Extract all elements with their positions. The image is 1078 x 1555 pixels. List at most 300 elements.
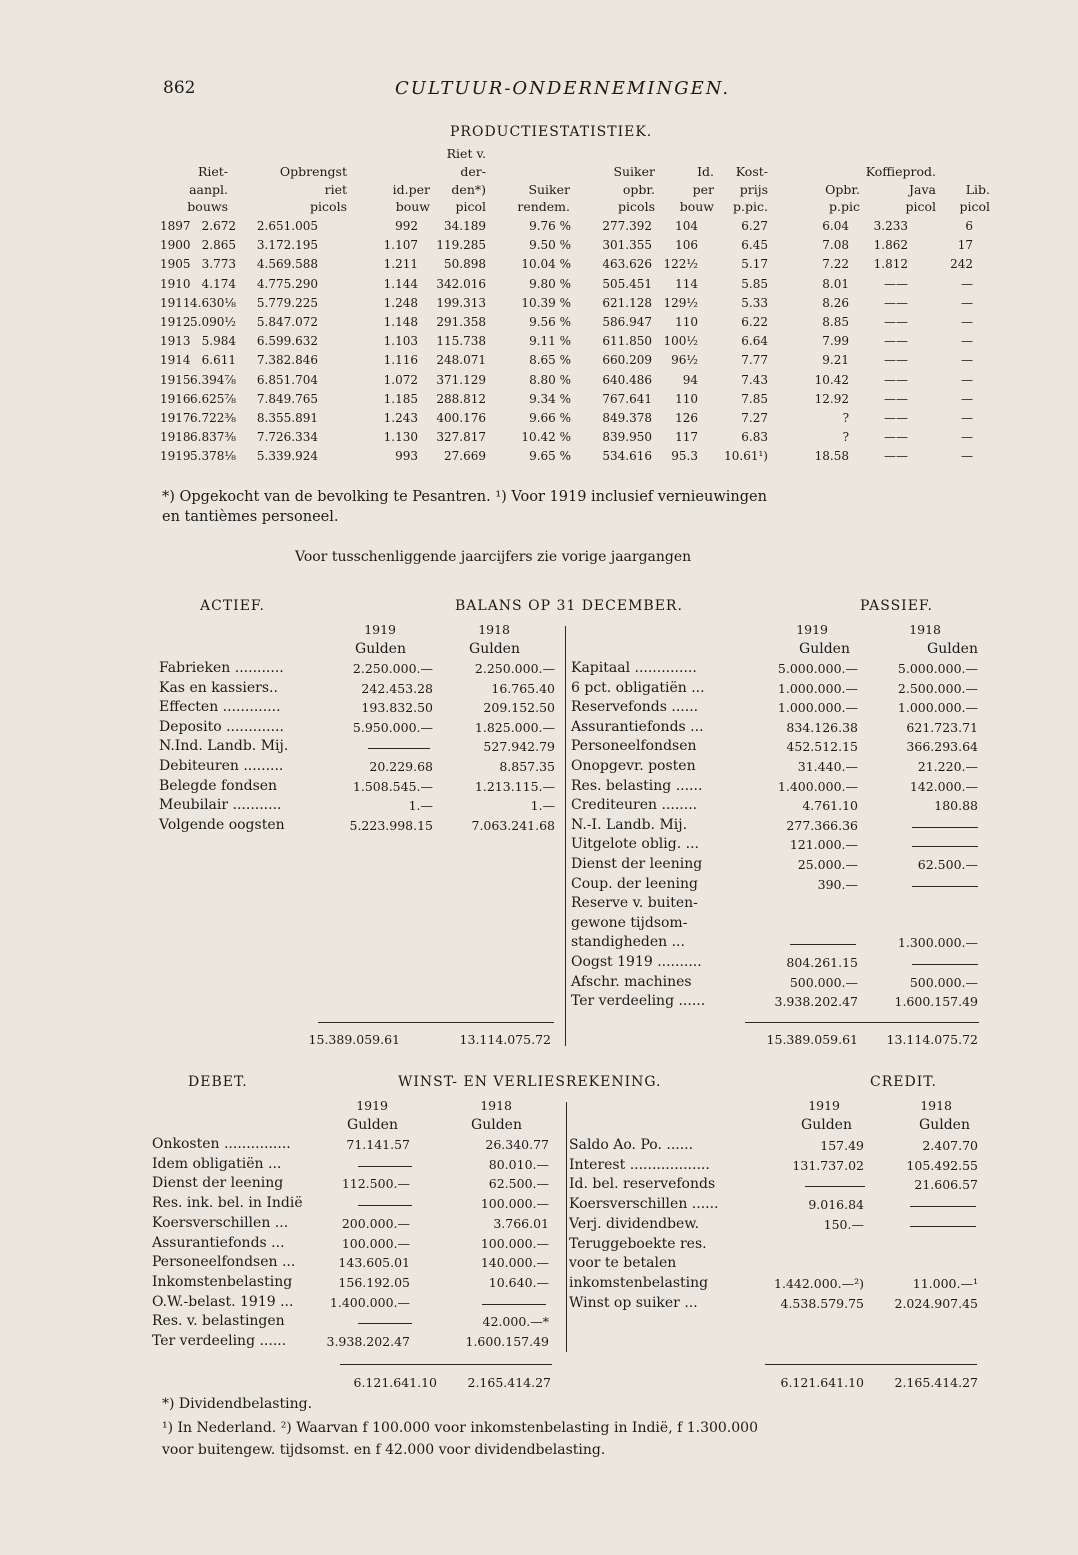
production-header-cell: Opbrengst xyxy=(279,164,347,179)
production-cell: — xyxy=(961,392,973,406)
balance-asset-1919: 5.950.000.— xyxy=(352,720,433,735)
production-cell: 5.847.072 xyxy=(256,315,318,329)
balance-liability-label: standigheden ... xyxy=(571,934,685,950)
production-cell: —— xyxy=(884,373,908,387)
balance-unit-left: Gulden xyxy=(469,641,520,657)
production-cell: 849.378 xyxy=(602,411,652,425)
pl-total-rule-right xyxy=(765,1364,977,1365)
production-cell: 4.569.588 xyxy=(256,257,318,271)
balance-liability-1919: 3.938.202.47 xyxy=(774,994,858,1009)
pl-credit-1918: 21.606.57 xyxy=(914,1177,978,1192)
production-cell: —— xyxy=(884,392,908,406)
balance-asset-label: Volgende oogsten xyxy=(159,817,285,833)
production-header-cell: picol xyxy=(455,199,486,214)
production-header-cell: picols xyxy=(618,199,655,214)
production-header-cell: aanpl. xyxy=(189,182,228,197)
production-cell: —— xyxy=(884,430,908,444)
balance-asset-label: Deposito ............. xyxy=(159,719,284,735)
balance-liability-label: Coup. der leening xyxy=(571,876,698,892)
balance-asset-1919: 193.832.50 xyxy=(361,700,433,715)
balance-asset-label: Kas en kassiers.. xyxy=(159,680,278,696)
production-cell: 1.248 xyxy=(383,296,418,310)
production-year: 1918 xyxy=(160,430,191,444)
production-header-cell: Lib. xyxy=(965,182,990,197)
balance-asset-label: Fabrieken ........... xyxy=(159,660,284,676)
pl-debit-label: Idem obligatiën ... xyxy=(152,1156,282,1172)
production-cell: 9.76 % xyxy=(529,219,571,233)
production-cell: 342.016 xyxy=(436,277,486,291)
balance-total-1918-right: 13.114.075.72 xyxy=(886,1032,978,1047)
pl-credit-1919: 9.016.84 xyxy=(808,1197,864,1212)
production-cell: 126 xyxy=(675,411,698,425)
pl-unit-left: Gulden xyxy=(347,1117,398,1133)
production-cell: 5.339.924 xyxy=(256,449,318,463)
page-number: 862 xyxy=(163,78,196,98)
balance-liability-label: Crediteuren ........ xyxy=(571,797,698,813)
production-cell: —— xyxy=(884,334,908,348)
balance-total-rule-right xyxy=(745,1022,979,1023)
balance-liability-1918: 1.600.157.49 xyxy=(894,994,978,1009)
pl-credit-1919: 157.49 xyxy=(820,1138,864,1153)
pl-debit-1918: 42.000.—* xyxy=(482,1314,549,1329)
pl-credit-1919: 1.442.000.—²) xyxy=(774,1276,864,1291)
balance-liability-label: Dienst der leening xyxy=(571,856,703,872)
production-cell: 611.850 xyxy=(602,334,652,348)
production-cell: 7.726.334 xyxy=(256,430,318,444)
production-cell: 6.722⅜ xyxy=(190,411,236,425)
pl-debit-1919: 3.938.202.47 xyxy=(326,1334,410,1349)
production-cell: —— xyxy=(884,411,908,425)
production-year: 1914 xyxy=(160,353,191,367)
production-cell: — xyxy=(961,277,973,291)
production-cell: 199.313 xyxy=(436,296,486,310)
production-cell: —— xyxy=(884,296,908,310)
production-year: 1897 xyxy=(160,219,191,233)
production-cell: 1.812 xyxy=(873,257,908,271)
production-cell: ? xyxy=(842,411,849,425)
production-cell: — xyxy=(961,373,973,387)
production-cell: 9.50 % xyxy=(529,238,571,252)
production-cell: 7.43 xyxy=(741,373,768,387)
production-cell: 327.817 xyxy=(436,430,486,444)
production-header-cell: Riet- xyxy=(197,164,228,179)
pl-credit-1918: 105.492.55 xyxy=(906,1158,978,1173)
pl-debit-1918-dash xyxy=(482,1304,546,1305)
pl-unit-left: Gulden xyxy=(471,1117,522,1133)
production-header-cell: picol xyxy=(959,199,990,214)
production-cell: 7.849.765 xyxy=(256,392,318,406)
balance-year-1919-right: 1919 xyxy=(796,622,828,637)
production-cell: 6.851.704 xyxy=(256,373,318,387)
production-year: 1910 xyxy=(160,277,191,291)
balance-left-head: ACTIEF. xyxy=(200,598,265,614)
pl-debit-label: Res. v. belastingen xyxy=(152,1313,285,1329)
production-cell: 10.61¹) xyxy=(724,449,768,463)
production-cell: 6.83 xyxy=(741,430,768,444)
pl-debit-1918: 10.640.— xyxy=(488,1275,549,1290)
production-cell: 7.77 xyxy=(741,353,768,367)
production-cell: 115.738 xyxy=(436,334,486,348)
balance-liability-label: Ter verdeeling ...... xyxy=(571,993,706,1009)
production-year: 1900 xyxy=(160,238,191,252)
balance-asset-1919: 242.453.28 xyxy=(361,681,433,696)
production-note-2: en tantièmes personeel. xyxy=(162,509,339,525)
production-cell: 463.626 xyxy=(602,257,652,271)
production-cell: 288.812 xyxy=(436,392,486,406)
pl-debit-1918: 26.340.77 xyxy=(485,1137,549,1152)
pl-debit-1919-dash xyxy=(358,1166,412,1167)
production-cell: 660.209 xyxy=(602,353,652,367)
pl-year-1918-left: 1918 xyxy=(480,1098,512,1113)
production-cell: ? xyxy=(842,430,849,444)
production-header-cell: der- xyxy=(460,164,486,179)
production-cell: 291.358 xyxy=(436,315,486,329)
production-cell: 400.176 xyxy=(436,411,486,425)
pl-debit-1918: 100.000.— xyxy=(480,1196,549,1211)
balance-liability-label: Onopgevr. posten xyxy=(571,758,696,774)
production-cell: 640.486 xyxy=(602,373,652,387)
production-cell: 5.378⅛ xyxy=(190,449,236,463)
production-header-cell: bouw xyxy=(395,199,430,214)
production-header-cell: rendem. xyxy=(517,199,570,214)
production-cell: 6.04 xyxy=(822,219,849,233)
pl-credit-1919: 4.538.579.75 xyxy=(780,1296,864,1311)
production-cell: 10.04 % xyxy=(521,257,571,271)
pl-credit-label: Saldo Ao. Po. ...... xyxy=(569,1137,694,1153)
pl-credit-1919: 131.737.02 xyxy=(792,1158,864,1173)
balance-liability-1919: 500.000.— xyxy=(789,975,858,990)
production-cell: 119.285 xyxy=(436,238,486,252)
production-cell: 7.99 xyxy=(822,334,849,348)
balance-liability-1919: 25.000.— xyxy=(797,857,858,872)
production-cell: 117 xyxy=(675,430,698,444)
pl-credit-label: Interest .................. xyxy=(569,1157,710,1173)
balance-liability-1918: 180.88 xyxy=(934,798,978,813)
production-year: 1905 xyxy=(160,257,191,271)
balance-liability-label: Reserve v. buiten- xyxy=(571,895,698,911)
production-cell: 95.3 xyxy=(671,449,698,463)
production-cell: 1.211 xyxy=(383,257,418,271)
pl-credit-label: Verj. dividendbew. xyxy=(569,1216,700,1232)
balance-liability-1918: 21.220.— xyxy=(917,759,978,774)
balance-liability-1919: 1.400.000.— xyxy=(777,779,858,794)
balance-asset-1918: 1.825.000.— xyxy=(474,720,555,735)
pl-debit-1918: 3.766.01 xyxy=(493,1216,549,1231)
pl-debit-1918: 140.000.— xyxy=(480,1255,549,1270)
production-header-cell: Java xyxy=(909,182,936,197)
production-cell: 7.08 xyxy=(822,238,849,252)
balance-unit-right: Gulden xyxy=(927,641,978,657)
production-cell: 505.451 xyxy=(602,277,652,291)
production-year: 1916 xyxy=(160,392,191,406)
production-header-cell: Opbr. xyxy=(825,182,860,197)
pl-debit-label: Ter verdeeling ...... xyxy=(152,1333,287,1349)
pl-credit-label: Winst op suiker ... xyxy=(569,1295,698,1311)
production-cell: 9.34 % xyxy=(529,392,571,406)
balance-liability-1919: 4.761.10 xyxy=(802,798,858,813)
production-cell: 12.92 xyxy=(814,392,849,406)
production-header-cell: Suiker xyxy=(528,182,570,197)
balance-liability-1919: 804.261.15 xyxy=(786,955,858,970)
balance-asset-label: Meubilair ........... xyxy=(159,797,282,813)
production-header-cell: bouw xyxy=(679,199,714,214)
pl-credit-label: Teruggeboekte res. xyxy=(569,1236,707,1252)
pl-debit-1919: 112.500.— xyxy=(341,1176,410,1191)
balance-liability-label: Uitgelote oblig. ... xyxy=(571,836,699,852)
pl-year-1919-left: 1919 xyxy=(356,1098,388,1113)
pl-debit-1919: 143.605.01 xyxy=(338,1255,410,1270)
pl-credit-label: Id. bel. reservefonds xyxy=(569,1176,716,1192)
balance-year-1918-right: 1918 xyxy=(909,622,941,637)
production-cell: 8.26 xyxy=(822,296,849,310)
production-cell: 96½ xyxy=(671,353,698,367)
balance-liability-1919: 121.000.— xyxy=(789,837,858,852)
balance-divider xyxy=(565,626,566,1046)
pl-year-1919-right: 1919 xyxy=(808,1098,840,1113)
pl-debit-1919-dash xyxy=(358,1323,412,1324)
balance-liability-1918-dash xyxy=(912,846,978,847)
balance-liability-1918: 5.000.000.— xyxy=(897,661,978,676)
production-year: 1917 xyxy=(160,411,191,425)
balance-asset-1919: 2.250.000.— xyxy=(352,661,433,676)
balance-liability-label: gewone tijdsom- xyxy=(571,915,688,931)
balance-asset-label: Effecten ............. xyxy=(159,699,281,715)
balance-asset-1918: 7.063.241.68 xyxy=(471,818,555,833)
production-cell: 34.189 xyxy=(444,219,486,233)
production-cell: 1.072 xyxy=(383,373,418,387)
balance-liability-label: Reservefonds ...... xyxy=(571,699,699,715)
pl-credit-1918-dash xyxy=(910,1226,976,1227)
production-cell: 3.233 xyxy=(873,219,908,233)
production-cell: — xyxy=(961,296,973,310)
production-cell: —— xyxy=(884,315,908,329)
pl-total-1919-left: 6.121.641.10 xyxy=(353,1375,437,1390)
balance-liability-1918: 366.293.64 xyxy=(906,739,978,754)
production-cell: 248.071 xyxy=(436,353,486,367)
balance-liability-label: Oogst 1919 .......... xyxy=(571,954,702,970)
pl-credit-1919-dash xyxy=(805,1186,865,1187)
production-cell: 7.22 xyxy=(822,257,849,271)
balance-liability-1919: 1.000.000.— xyxy=(777,681,858,696)
balance-liability-1919: 834.126.38 xyxy=(786,720,858,735)
production-cell: — xyxy=(961,315,973,329)
production-cell: 3.773 xyxy=(201,257,236,271)
production-cell: 242 xyxy=(950,257,973,271)
production-cell: 8.80 % xyxy=(529,373,571,387)
pl-debit-label: Dienst der leening xyxy=(152,1175,284,1191)
pl-debit-label: Res. ink. bel. in Indië xyxy=(152,1195,303,1211)
production-cell: 371.129 xyxy=(436,373,486,387)
balance-total-1919-left: 15.389.059.61 xyxy=(308,1032,400,1047)
pl-credit-label: Koersverschillen ...... xyxy=(569,1196,719,1212)
balance-liability-label: Res. belasting ...... xyxy=(571,778,703,794)
production-cell: 4.775.290 xyxy=(256,277,318,291)
production-cell: — xyxy=(961,411,973,425)
balance-liability-1918-dash xyxy=(912,964,978,965)
production-header-cell: per xyxy=(692,182,714,197)
balance-asset-1919-dash xyxy=(368,748,430,749)
production-cell: 1.144 xyxy=(383,277,418,291)
balance-asset-label: Belegde fondsen xyxy=(159,778,278,794)
balance-asset-label: N.Ind. Landb. Mij. xyxy=(159,738,289,754)
pl-total-1918-left: 2.165.414.27 xyxy=(467,1375,551,1390)
balance-liability-1919: 277.366.36 xyxy=(786,818,858,833)
pl-unit-right: Gulden xyxy=(919,1117,970,1133)
pl-title: WINST- EN VERLIESREKENING. xyxy=(398,1074,662,1090)
pl-total-rule-left xyxy=(340,1364,552,1365)
production-header-cell: den*) xyxy=(451,182,486,197)
production-cell: 9.65 % xyxy=(529,449,571,463)
production-cell: 7.27 xyxy=(741,411,768,425)
pl-total-1918-right: 2.165.414.27 xyxy=(894,1375,978,1390)
pl-total-1919-right: 6.121.641.10 xyxy=(780,1375,864,1390)
production-cell: 27.669 xyxy=(444,449,486,463)
production-cell: 1.243 xyxy=(383,411,418,425)
balance-total-rule-left xyxy=(318,1022,554,1023)
production-title: PRODUCTIESTATISTIEK. xyxy=(450,124,653,140)
balance-unit-right: Gulden xyxy=(799,641,850,657)
production-year: 1911 xyxy=(160,296,191,310)
production-cell: 621.128 xyxy=(602,296,652,310)
production-cell: 7.382.846 xyxy=(256,353,318,367)
pl-credit-1918: 2.407.70 xyxy=(922,1138,978,1153)
production-cell: 5.33 xyxy=(741,296,768,310)
production-cell: 767.641 xyxy=(602,392,652,406)
production-year: 1913 xyxy=(160,334,191,348)
production-cell: 5.984 xyxy=(201,334,236,348)
balance-liability-label: Personeelfondsen xyxy=(571,738,697,754)
pl-credit-1918: 11.000.—¹ xyxy=(912,1276,978,1291)
production-cell: 5.779.225 xyxy=(256,296,318,310)
production-cell: 839.950 xyxy=(602,430,652,444)
production-cell: 3.172.195 xyxy=(256,238,318,252)
production-cell: 4.630⅛ xyxy=(190,296,236,310)
balance-right-head: PASSIEF. xyxy=(860,598,933,614)
production-cell: 9.21 xyxy=(822,353,849,367)
balance-liability-1918: 142.000.— xyxy=(909,779,978,794)
balance-liability-1919: 31.440.— xyxy=(797,759,858,774)
balance-liability-label: Assurantiefonds ... xyxy=(571,719,704,735)
production-cell: 5.090½ xyxy=(190,315,236,329)
production-header-cell: Kost- xyxy=(735,164,768,179)
balance-liability-1918: 500.000.— xyxy=(909,975,978,990)
pl-debit-label: Koersverschillen ... xyxy=(152,1215,289,1231)
pl-debit-1918: 80.010.— xyxy=(488,1157,549,1172)
production-year: 1919 xyxy=(160,449,191,463)
production-cell: 9.66 % xyxy=(529,411,571,425)
production-cell: 129½ xyxy=(663,296,698,310)
pl-debit-1919: 156.192.05 xyxy=(338,1275,410,1290)
production-cell: 992 xyxy=(395,219,418,233)
pl-footnote-2: voor buitengew. tijdsomst. en f 42.000 voor dividendbelasting. xyxy=(162,1442,606,1458)
production-cell: 100½ xyxy=(663,334,698,348)
production-note-1: *) Opgekocht van de bevolking te Pesantren. ¹) Voor 1919 inclusief vernieuwingen xyxy=(162,489,767,505)
balance-liability-1918: 62.500.— xyxy=(917,857,978,872)
balance-liability-1918: 1.300.000.— xyxy=(897,935,978,950)
balance-liability-1919: 390.— xyxy=(817,877,858,892)
production-cell: 9.11 % xyxy=(529,334,571,348)
pl-debit-label: Assurantiefonds ... xyxy=(152,1235,285,1251)
balance-liability-1919: 5.000.000.— xyxy=(777,661,858,676)
production-cell: 1.103 xyxy=(383,334,418,348)
production-cell: 122½ xyxy=(663,257,698,271)
production-cell: 6.22 xyxy=(741,315,768,329)
balance-year-1918-left: 1918 xyxy=(478,622,510,637)
production-cell: 301.355 xyxy=(602,238,652,252)
pl-credit-1918: 2.024.907.45 xyxy=(894,1296,978,1311)
balance-asset-1919: 1.— xyxy=(408,798,433,813)
balance-asset-1918: 1.213.115.— xyxy=(474,779,555,794)
production-cell: — xyxy=(961,334,973,348)
balance-liability-1919: 452.512.15 xyxy=(786,739,858,754)
production-cell: 8.65 % xyxy=(529,353,571,367)
production-cell: 4.174 xyxy=(201,277,236,291)
production-cell: 6.394⅞ xyxy=(190,373,236,387)
balance-unit-left: Gulden xyxy=(355,641,406,657)
balance-asset-1918: 8.857.35 xyxy=(499,759,555,774)
production-header-cell: Koffieprod. xyxy=(865,164,936,179)
production-header-cell: picol xyxy=(905,199,936,214)
production-cell: 8.01 xyxy=(822,277,849,291)
production-cell: 2.651.005 xyxy=(256,219,318,233)
pl-debit-1919: 71.141.57 xyxy=(346,1137,410,1152)
production-cell: 6.45 xyxy=(741,238,768,252)
production-header-cell: picols xyxy=(310,199,347,214)
production-cell: 993 xyxy=(395,449,418,463)
pl-divider xyxy=(566,1102,567,1352)
balance-liability-1919-dash xyxy=(790,944,856,945)
production-cell: 6.599.632 xyxy=(256,334,318,348)
balance-asset-1918: 1.— xyxy=(530,798,555,813)
production-cell: 110 xyxy=(675,392,698,406)
production-cell: 6 xyxy=(965,219,973,233)
pl-left-head: DEBET. xyxy=(188,1074,248,1090)
production-cell: 1.148 xyxy=(383,315,418,329)
balance-liability-label: Afschr. machines xyxy=(571,974,692,990)
production-cell: 6.64 xyxy=(741,334,768,348)
production-cell: — xyxy=(961,449,973,463)
balance-asset-1919: 1.508.545.— xyxy=(352,779,433,794)
pl-credit-1919: 150.— xyxy=(823,1217,864,1232)
production-cell: 17 xyxy=(957,238,973,252)
production-cell: 2.672 xyxy=(201,219,236,233)
production-header-cell: p.pic xyxy=(829,199,860,214)
balance-asset-1919: 20.229.68 xyxy=(369,759,433,774)
balance-liability-1918-dash xyxy=(912,886,978,887)
balance-asset-label: Debiteuren ......... xyxy=(159,758,284,774)
production-cell: 10.42 % xyxy=(521,430,571,444)
production-cell: 7.85 xyxy=(741,392,768,406)
production-cell: — xyxy=(961,430,973,444)
balance-total-1919-right: 15.389.059.61 xyxy=(766,1032,858,1047)
interim-note: Voor tusschenliggende jaarcijfers zie vorige jaargangen xyxy=(295,549,692,565)
pl-credit-1918-dash xyxy=(910,1206,976,1207)
production-cell: 5.85 xyxy=(741,277,768,291)
balance-liability-1918: 1.000.000.— xyxy=(897,700,978,715)
balance-asset-1919: 5.223.998.15 xyxy=(349,818,433,833)
production-cell: 2.865 xyxy=(201,238,236,252)
balance-asset-1918: 16.765.40 xyxy=(491,681,555,696)
balance-liability-label: N.-I. Landb. Mij. xyxy=(571,817,688,833)
balance-asset-1918: 209.152.50 xyxy=(483,700,555,715)
production-cell: — xyxy=(961,353,973,367)
production-cell: 6.611 xyxy=(201,353,236,367)
production-header-cell: Riet v. xyxy=(446,146,486,161)
pl-credit-label: voor te betalen xyxy=(569,1255,677,1271)
pl-debit-label: Personeelfondsen ... xyxy=(152,1254,296,1270)
balance-liability-1919: 1.000.000.— xyxy=(777,700,858,715)
production-cell: 277.392 xyxy=(602,219,652,233)
